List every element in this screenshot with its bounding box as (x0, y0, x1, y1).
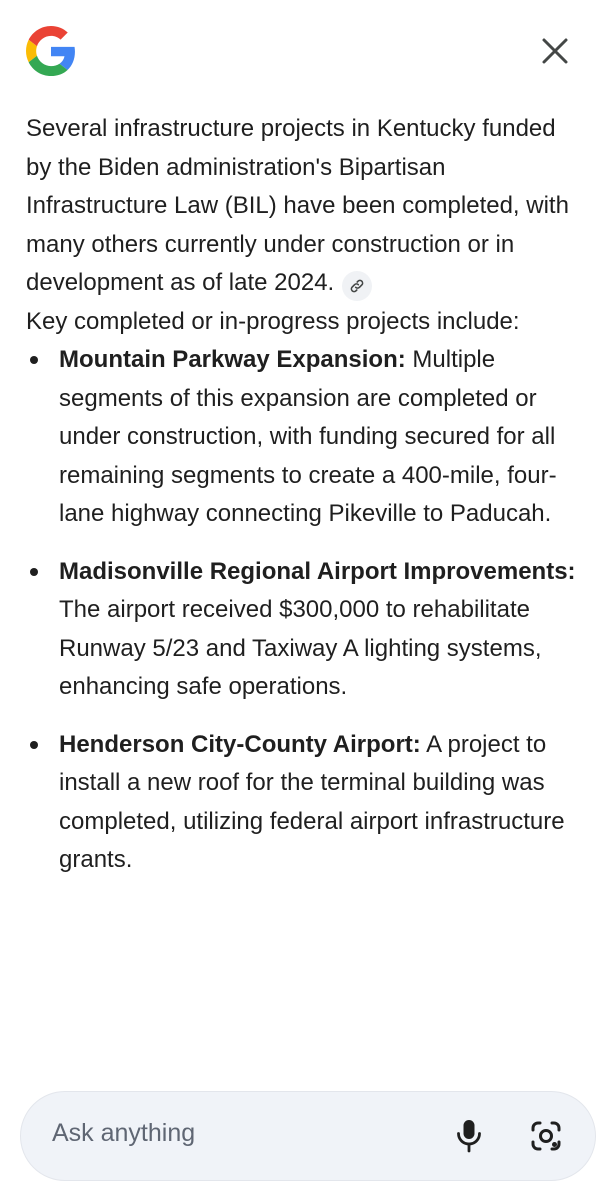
google-lens-button[interactable] (526, 1116, 566, 1156)
source-link-button[interactable] (342, 271, 372, 301)
project-list (26, 341, 586, 880)
item-text: A project to install a new roof for the terminal building was completed, utilizing federal airport infrastructure grants. (59, 730, 565, 873)
list-item (26, 341, 586, 534)
bullet (30, 568, 38, 576)
answer-content (26, 110, 586, 899)
answer-intro-text: Several infrastructure projects in Kentucky funded by the Biden administration's Bipartisan Infrastructure Law (BIL) have been completed, with many others currently under construction or in development as of late 2024. (26, 115, 569, 296)
item-text: Multiple segments of this expansion are completed or under construction, with funding secured for all remaining segments to create a 400-mile, four-lane highway connecting Pikeville to Paducah. (59, 346, 557, 527)
google-logo-icon (26, 26, 76, 76)
item-title: Henderson City-County Airport: (59, 730, 421, 758)
bullet (30, 741, 38, 749)
link-icon (349, 278, 365, 294)
microphone-button[interactable] (449, 1116, 489, 1156)
item-title: Madisonville Regional Airport Improvements: (59, 557, 576, 585)
ask-input-placeholder[interactable]: Ask anything (52, 1119, 196, 1147)
ask-input-bar[interactable] (20, 1091, 596, 1181)
google-lens-icon (530, 1120, 562, 1152)
list-item (26, 553, 586, 707)
bullet (30, 356, 38, 364)
item-title: Mountain Parkway Expansion: (59, 346, 406, 373)
microphone-icon (456, 1119, 482, 1153)
close-button[interactable] (534, 30, 576, 72)
close-icon (541, 37, 569, 65)
answer-lead: Key completed or in-progress projects include: (26, 307, 520, 335)
answer-intro (26, 110, 586, 303)
item-text: The airport received $300,000 to rehabilitate Runway 5/23 and Taxiway A lighting systems, enhancing safe operations. (59, 596, 542, 700)
list-item (26, 726, 586, 880)
